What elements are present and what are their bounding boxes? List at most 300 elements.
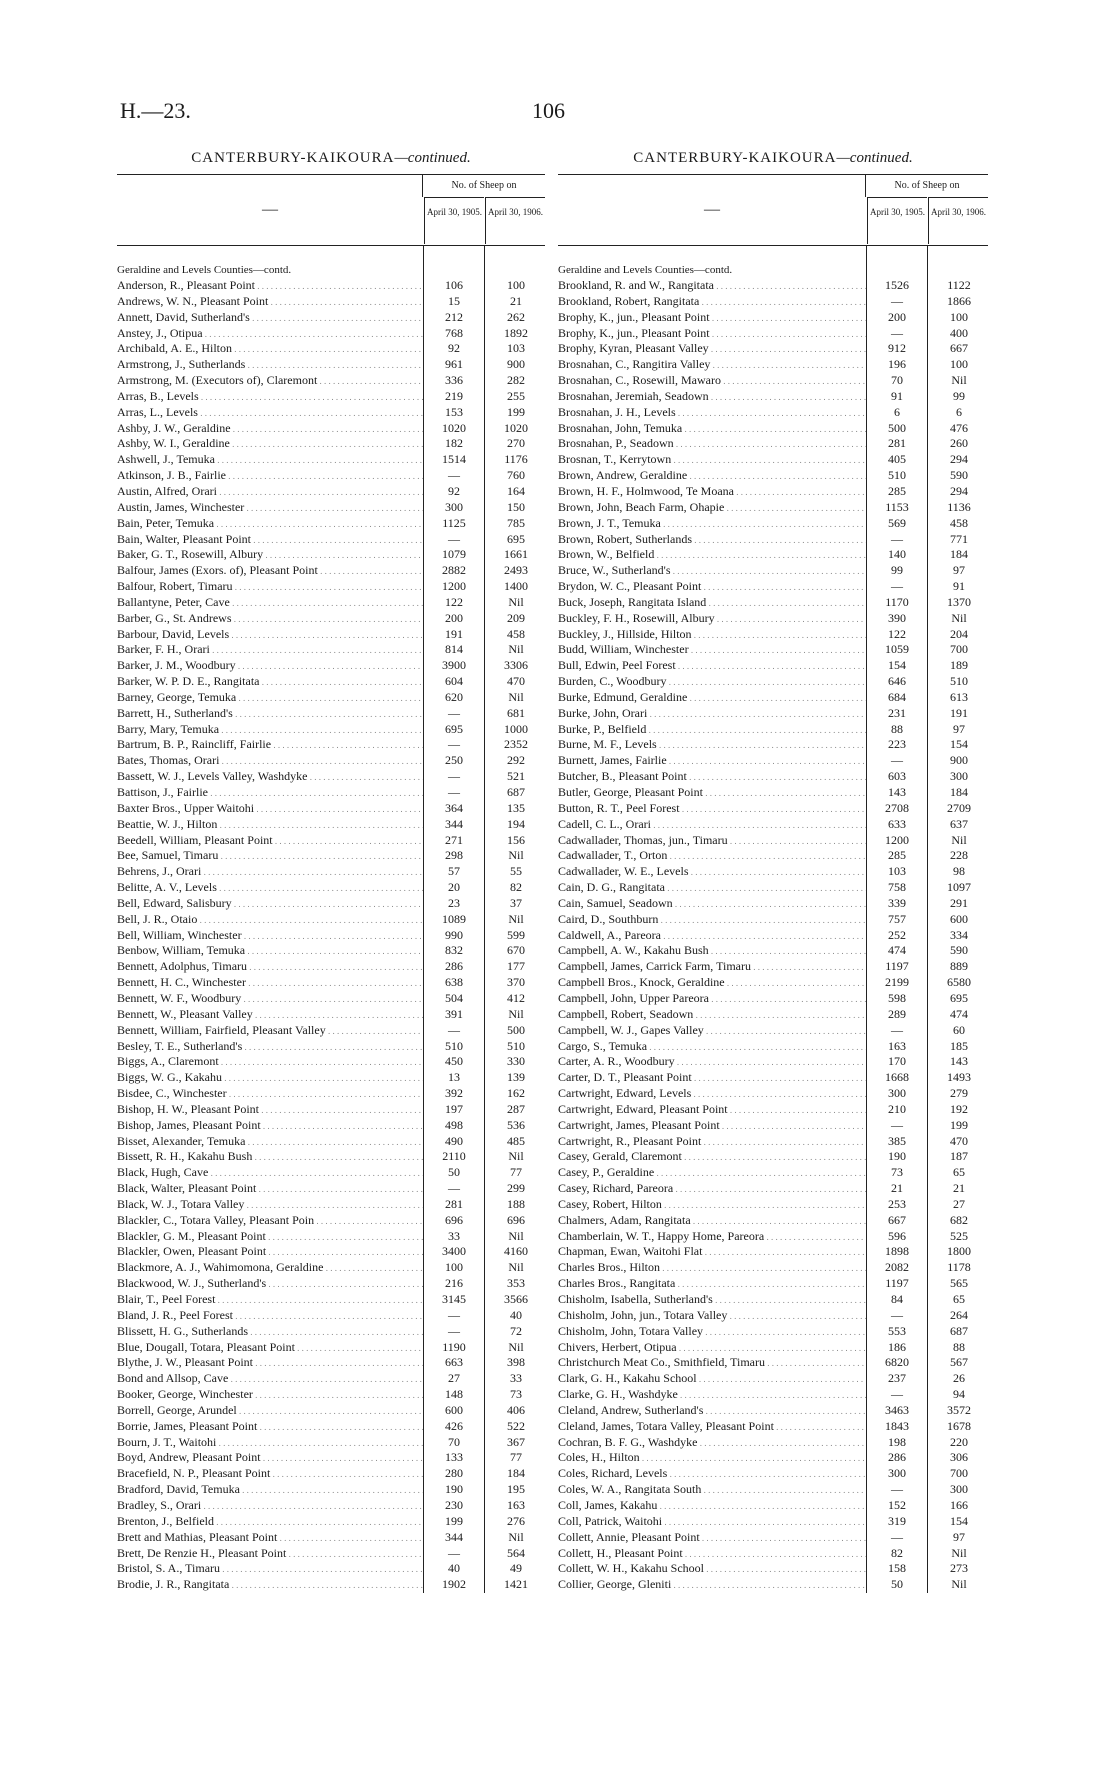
sheep-1906: 292 (507, 753, 525, 768)
sheep-1906: 88 (953, 1339, 965, 1354)
sheep-1906: 40 (510, 1307, 522, 1322)
sheep-1906: 37 (510, 895, 522, 910)
sheep-1905: 84 (891, 1292, 903, 1306)
sheep-1905: 3400 (442, 1244, 466, 1259)
sheep-1906: 1866 (947, 293, 971, 308)
left-column (117, 148, 545, 1593)
table-row (117, 516, 545, 532)
table-row (117, 547, 545, 563)
owner-name: Burden, C., Woodbury . . . (558, 674, 866, 691)
sheep-1906: 4160 (504, 1244, 528, 1259)
owner-name: Budd, William, Winchester . . . (558, 642, 866, 659)
owner-name: Brookland, R. and W., Rangitata . . . (558, 278, 866, 295)
owner-name: Brosnahan, J. H., Levels . . . (558, 405, 866, 422)
sheep-1905: 1153 (885, 499, 909, 514)
owner-name: Burke, P., Belfield . . . (558, 722, 866, 739)
owner-name: Cadwallader, W. E., Levels . . . (558, 864, 866, 881)
table-row (117, 817, 545, 833)
sheep-1905: 92 (448, 341, 460, 356)
owner-name: Balfour, Robert, Timaru . . . (117, 579, 423, 596)
sheep-1905: — (448, 769, 460, 784)
sheep-1906: 458 (507, 626, 525, 641)
sheep-1905: 286 (888, 1450, 906, 1465)
sheep-1906: Nil (508, 1228, 524, 1243)
table-row (117, 468, 545, 484)
sheep-1905: 604 (445, 674, 463, 689)
owner-name: Bond and Allsop, Cave . . . (117, 1371, 423, 1388)
sheep-1906: 1400 (504, 579, 528, 594)
sheep-1905: 553 (888, 1323, 906, 1338)
owner-name: Campbell Bros., Knock, Geraldine . . . (558, 975, 866, 992)
sheep-1906: 21 (510, 293, 522, 308)
owner-name: Bennett, W., Pleasant Valley . . . (117, 1007, 423, 1024)
sheep-1905: 253 (888, 1196, 906, 1211)
table-row (117, 975, 545, 991)
owner-name: Carter, D. T., Pleasant Point . . . (558, 1070, 866, 1087)
sheep-1906: 199 (507, 404, 525, 419)
table-row (558, 1308, 988, 1324)
owner-name: Brosnan, T., Kerrytown . . . (558, 452, 866, 469)
sheep-1906: 681 (507, 705, 525, 720)
sheep-1906: 695 (950, 990, 968, 1005)
sheep-1906: 398 (507, 1355, 525, 1370)
table-row (558, 1039, 988, 1055)
sheep-1905: — (448, 1545, 460, 1560)
owner-name: Black, Walter, Pleasant Point . . . (117, 1181, 423, 1198)
owner-name: Campbell, W. J., Gapes Valley . . . (558, 1023, 866, 1040)
owner-name: Atkinson, J. B., Fairlie . . . (117, 468, 423, 485)
owner-name: Collett, W. H., Kakahu School . . . (558, 1561, 866, 1578)
sheep-1906: 139 (507, 1070, 525, 1085)
sheep-1906: 300 (950, 1482, 968, 1497)
sheep-1906: 785 (507, 515, 525, 530)
sheep-1906: 91 (953, 579, 965, 594)
table-row (117, 1197, 545, 1213)
table-row (117, 1577, 545, 1593)
owner-name: Cadell, C. L., Orari . . . (558, 817, 866, 834)
table-row (117, 1450, 545, 1466)
sheep-1905: 1514 (442, 452, 466, 467)
owner-name: Barber, G., St. Andrews . . . (117, 611, 423, 628)
sheep-1905: 82 (891, 1545, 903, 1560)
owner-name: Bourn, J. T., Waitohi . . . (117, 1435, 423, 1452)
sheep-1906: 590 (950, 943, 968, 958)
table-row (117, 1134, 545, 1150)
sheep-1906: 100 (950, 357, 968, 372)
owner-name: Barker, F. H., Orari . . . (117, 642, 423, 659)
sheep-1906: 522 (507, 1418, 525, 1433)
owner-name: Bennett, H. C., Winchester . . . (117, 975, 423, 992)
table-row (558, 484, 988, 500)
sheep-1905: 13 (448, 1070, 460, 1085)
table-row (117, 1371, 545, 1387)
sheep-1905: 40 (448, 1561, 460, 1576)
table-row (117, 452, 545, 468)
table-row (117, 833, 545, 849)
table-row (558, 611, 988, 627)
table-row (117, 1292, 545, 1308)
owner-name: Casey, Gerald, Claremont . . . (558, 1149, 866, 1166)
table-row (558, 1054, 988, 1070)
sheep-1906: 476 (950, 420, 968, 435)
owner-name: Black, Hugh, Cave . . . (117, 1165, 423, 1182)
sheep-1905: — (448, 1323, 460, 1338)
sheep-1905: 1843 (885, 1418, 909, 1433)
sheep-1905: 152 (888, 1497, 906, 1512)
owner-name: Brown, John, Beach Farm, Ohapie . . . (558, 500, 866, 517)
sheep-1905: — (891, 1022, 903, 1037)
owner-name: Collett, Annie, Pleasant Point . . . (558, 1530, 866, 1547)
table-row (558, 294, 988, 310)
sheep-1905: 106 (445, 278, 463, 292)
table-row (558, 278, 988, 294)
sheep-1906: 33 (510, 1371, 522, 1386)
sheep-1906: 255 (507, 388, 525, 403)
sheep-1905: 364 (445, 800, 463, 815)
sheep-1906: Nil (951, 610, 967, 625)
table-row (558, 532, 988, 548)
owner-name: Brett and Mathias, Pleasant Point . . . (117, 1530, 423, 1547)
owner-name: Bell, William, Winchester . . . (117, 928, 423, 945)
sheep-1905: 23 (448, 895, 460, 910)
sheep-1906: 291 (950, 895, 968, 910)
owner-name: Austin, James, Winchester . . . (117, 500, 423, 517)
sheep-1905: 122 (888, 626, 906, 641)
sheep-1905: 200 (888, 309, 906, 324)
owner-name: Brown, J. T., Temuka . . . (558, 516, 866, 533)
sheep-1906: Nil (951, 832, 967, 847)
sheep-1905: 1079 (442, 547, 466, 562)
table-row (117, 1482, 545, 1498)
table-row (558, 1023, 988, 1039)
owner-name: Beedell, William, Pleasant Point . . . (117, 833, 423, 850)
col1-header: April 30, 1905. (867, 197, 927, 244)
sheep-1905: 191 (445, 626, 463, 641)
owner-name: Cochran, B. F. G., Washdyke . . . (558, 1435, 866, 1452)
sheep-1905: — (448, 785, 460, 799)
owner-name: Bradley, S., Orari . . . (117, 1498, 423, 1515)
sheep-1905: — (448, 531, 460, 546)
sheep-1906: 282 (507, 373, 525, 388)
sheep-1905: 500 (888, 420, 906, 435)
owner-name: Bates, Thomas, Orari . . . (117, 753, 423, 770)
sheep-1905: 91 (891, 388, 903, 403)
sheep-1905: 133 (445, 1450, 463, 1465)
owner-name: Bland, J. R., Peel Forest . . . (117, 1308, 423, 1325)
sheep-1905: 2110 (442, 1149, 466, 1164)
owner-name: Brosnahan, John, Temuka . . . (558, 421, 866, 438)
owner-name: Blythe, J. W., Pleasant Point . . . (117, 1355, 423, 1372)
table-row (558, 975, 988, 991)
table-row (558, 1546, 988, 1562)
table-row (558, 943, 988, 959)
sheep-1906: 760 (507, 468, 525, 483)
sheep-1905: 3463 (885, 1402, 909, 1417)
sheep-1906: 567 (950, 1355, 968, 1370)
sheep-1905: 1170 (885, 594, 909, 609)
owner-name: Bartrum, B. P., Raincliff, Fairlie . . . (117, 737, 423, 754)
sheep-1905: 200 (445, 610, 463, 625)
owner-name: Annett, David, Sutherland's . . . (117, 310, 423, 327)
table-row (117, 912, 545, 928)
table-row (117, 1324, 545, 1340)
owner-name: Ashby, J. W., Geraldine . . . (117, 421, 423, 438)
sheep-1906: 695 (507, 531, 525, 546)
owner-name: Chamberlain, W. T., Happy Home, Pareora . . . (558, 1229, 866, 1246)
sheep-1906: 510 (507, 1038, 525, 1053)
owner-name: Chivers, Herbert, Otipua . . . (558, 1340, 866, 1357)
sheep-1906: Nil (508, 1339, 524, 1354)
owner-name: Bassett, W. J., Levels Valley, Washdyke . . . (117, 769, 423, 786)
owner-name: Cartwright, Edward, Pleasant Point . . . (558, 1102, 866, 1119)
table-row (558, 785, 988, 801)
sheep-1905: 603 (888, 769, 906, 784)
owner-name: Brown, Robert, Sutherlands . . . (558, 532, 866, 549)
sheep-1905: 216 (445, 1276, 463, 1291)
table-row (558, 1482, 988, 1498)
sheep-1906: 6 (956, 404, 962, 419)
owner-name: Borrell, George, Arundel . . . (117, 1403, 423, 1420)
table-row (117, 310, 545, 326)
sheep-1905: 57 (448, 864, 460, 879)
sheep-1905: 285 (888, 483, 906, 498)
table-header (117, 174, 545, 246)
sheep-1905: 199 (445, 1513, 463, 1528)
sheep-1905: — (891, 1117, 903, 1132)
sheep-1905: 300 (445, 499, 463, 514)
sheep-1905: 392 (445, 1086, 463, 1101)
sheep-1905: — (448, 705, 460, 720)
table-row (558, 1181, 988, 1197)
sheep-1906: 700 (950, 1466, 968, 1481)
owner-name: Behrens, J., Orari . . . (117, 864, 423, 881)
sheep-1905: 103 (888, 864, 906, 879)
sheep-1905: — (891, 293, 903, 308)
table-row (558, 563, 988, 579)
table-row (117, 1561, 545, 1577)
table-row (117, 1387, 545, 1403)
owner-name: Bull, Edwin, Peel Forest . . . (558, 658, 866, 675)
table-row (558, 1229, 988, 1245)
sheep-1905: 620 (445, 689, 463, 704)
owner-name: Coll, Patrick, Waitohi . . . (558, 1514, 866, 1531)
owner-name: Bain, Peter, Temuka . . . (117, 516, 423, 533)
right-column (558, 148, 988, 1593)
owner-name: Andrews, W. N., Pleasant Point . . . (117, 294, 423, 311)
owner-name: Buckley, J., Hillside, Hilton . . . (558, 627, 866, 644)
owner-name: Balfour, James (Exors. of), Pleasant Point . . . (117, 563, 423, 580)
owner-name: Armstrong, M. (Executors of), Claremont . . . (117, 373, 423, 390)
sheep-1905: 33 (448, 1228, 460, 1243)
table-row (117, 722, 545, 738)
table-row (558, 595, 988, 611)
owner-name: Brookland, Robert, Rangitata . . . (558, 294, 866, 311)
table-row (117, 642, 545, 658)
sheep-1906: 2493 (504, 563, 528, 578)
owner-name: Bennett, Adolphus, Timaru . . . (117, 959, 423, 976)
owner-name: Austin, Alfred, Orari . . . (117, 484, 423, 501)
col2-header: April 30, 1906. (928, 197, 988, 244)
sheep-1905: 504 (445, 990, 463, 1005)
sheep-1906: Nil (508, 911, 524, 926)
sheep-1905: 1089 (442, 911, 466, 926)
table-row (117, 1023, 545, 1039)
owner-name: Barney, George, Temuka . . . (117, 690, 423, 707)
owner-name: Collett, H., Pleasant Point . . . (558, 1546, 866, 1563)
sheep-1906: 55 (510, 864, 522, 879)
sheep-1905: 100 (445, 1260, 463, 1275)
sheep-1906: 156 (507, 832, 525, 847)
table-row (558, 1530, 988, 1546)
sheep-1906: 1000 (504, 721, 528, 736)
sheep-1906: 195 (507, 1482, 525, 1497)
table-row (558, 864, 988, 880)
sheep-1906: 2352 (504, 737, 528, 752)
sheep-1905: 405 (888, 452, 906, 467)
sheep-1906: 100 (507, 278, 525, 292)
table-row (558, 1340, 988, 1356)
table-row (117, 1181, 545, 1197)
sheep-1905: 298 (445, 848, 463, 863)
sheep-1905: — (448, 1307, 460, 1322)
sheep-1905: 196 (888, 357, 906, 372)
owner-name: Ashwell, J., Temuka . . . (117, 452, 423, 469)
table-row (117, 294, 545, 310)
table-row (117, 658, 545, 674)
owner-name: Cargo, S., Temuka . . . (558, 1039, 866, 1056)
table-row (117, 357, 545, 373)
sheep-1905: 153 (445, 404, 463, 419)
sheep-1906: 94 (953, 1387, 965, 1402)
table-row (558, 500, 988, 516)
sheep-1906: 209 (507, 610, 525, 625)
sheep-1906: 98 (953, 864, 965, 879)
sheep-1906: 667 (950, 341, 968, 356)
sheep-1906: 400 (950, 325, 968, 340)
sheep-1906: 565 (950, 1276, 968, 1291)
sheep-1905: 814 (445, 642, 463, 657)
sheep-1906: 228 (950, 848, 968, 863)
sheep-1905: 474 (888, 943, 906, 958)
owner-name: Cain, Samuel, Seadown . . . (558, 896, 866, 913)
sheep-1905: 1197 (885, 1276, 909, 1291)
table-row (117, 405, 545, 421)
sheep-1905: 684 (888, 689, 906, 704)
sheep-1906: 166 (950, 1497, 968, 1512)
table-row (117, 959, 545, 975)
sheep-1906: 276 (507, 1513, 525, 1528)
sheep-1906: 525 (950, 1228, 968, 1243)
group-header: No. of Sheep on (865, 175, 988, 197)
owner-name: Brophy, Kyran, Pleasant Valley . . . (558, 341, 866, 358)
owner-name: Arras, B., Levels . . . (117, 389, 423, 406)
sheep-1905: 1898 (885, 1244, 909, 1259)
sheep-1906: 1370 (947, 594, 971, 609)
owner-name: Chalmers, Adam, Rangitata . . . (558, 1213, 866, 1230)
owner-name: Blackwood, W. J., Sutherland's . . . (117, 1276, 423, 1293)
sheep-1905: 490 (445, 1133, 463, 1148)
owner-name: Barker, J. M., Woodbury . . . (117, 658, 423, 675)
owner-name: Cleland, Andrew, Sutherland's . . . (558, 1403, 866, 1420)
table-row (558, 1165, 988, 1181)
section-heading: Geraldine and Levels Counties—contd. (558, 264, 733, 276)
owner-name: Blackler, Owen, Pleasant Point . . . (117, 1244, 423, 1261)
table-row (117, 278, 545, 294)
table-row (117, 1514, 545, 1530)
sheep-1906: 191 (950, 705, 968, 720)
sheep-1906: 97 (953, 563, 965, 578)
sheep-1905: 92 (448, 483, 460, 498)
sheep-1905: 663 (445, 1355, 463, 1370)
sheep-1906: 900 (507, 357, 525, 372)
sheep-1905: 148 (445, 1387, 463, 1402)
table-row (558, 1086, 988, 1102)
table-row (117, 421, 545, 437)
sheep-1906: 77 (510, 1450, 522, 1465)
table-row (558, 436, 988, 452)
table-row (558, 421, 988, 437)
owner-name: Baxter Bros., Upper Waitohi . . . (117, 801, 423, 818)
sheep-1905: 6 (894, 404, 900, 419)
owner-name: Brown, W., Belfield . . . (558, 547, 866, 564)
sheep-1905: 198 (888, 1434, 906, 1449)
sheep-1906: 613 (950, 689, 968, 704)
sheep-1905: 50 (448, 1165, 460, 1180)
sheep-1906: 3566 (504, 1292, 528, 1306)
owner-name: Brophy, K., jun., Pleasant Point . . . (558, 310, 866, 327)
owner-name: Barrett, H., Sutherland's . . . (117, 706, 423, 723)
table-row (117, 1340, 545, 1356)
table-row (117, 1054, 545, 1070)
sheep-1905: 223 (888, 737, 906, 752)
owner-name: Chisholm, Isabella, Sutherland's . . . (558, 1292, 866, 1309)
sheep-1906: 184 (950, 785, 968, 799)
sheep-1905: 99 (891, 563, 903, 578)
sheep-1905: 281 (888, 436, 906, 451)
owner-name: Ashby, W. I., Geraldine . . . (117, 436, 423, 453)
table-row (117, 880, 545, 896)
sheep-1905: — (891, 531, 903, 546)
owner-name: Bisdee, C., Winchester . . . (117, 1086, 423, 1103)
sheep-1905: 143 (888, 785, 906, 799)
sheep-1905: 1200 (442, 579, 466, 594)
sheep-1906: 521 (507, 769, 525, 784)
owner-name: Anderson, R., Pleasant Point . . . (117, 278, 423, 295)
sheep-1905: 961 (445, 357, 463, 372)
sheep-1906: 185 (950, 1038, 968, 1053)
sheep-1906: 3306 (504, 658, 528, 673)
sheep-1906: 273 (950, 1561, 968, 1576)
table-body (117, 246, 545, 1593)
sheep-1906: 60 (953, 1022, 965, 1037)
table-row (117, 1546, 545, 1562)
group-header: No. of Sheep on (422, 175, 545, 197)
sheep-1906: 189 (950, 658, 968, 673)
sheep-1906: 687 (950, 1323, 968, 1338)
table-row (558, 1466, 988, 1482)
table-row (558, 912, 988, 928)
sheep-1906: 306 (950, 1450, 968, 1465)
sheep-1906: 1493 (947, 1070, 971, 1085)
owner-name: Blackmore, A. J., Wahimomona, Geraldine . . . (117, 1260, 423, 1277)
owner-name: Bee, Samuel, Timaru . . . (117, 848, 423, 865)
table-row (558, 928, 988, 944)
owner-name: Cartwright, James, Pleasant Point . . . (558, 1118, 866, 1135)
table-row (558, 1514, 988, 1530)
sheep-1906: 370 (507, 975, 525, 990)
sheep-1905: 1200 (885, 832, 909, 847)
owner-name: Ballantyne, Peter, Cave . . . (117, 595, 423, 612)
